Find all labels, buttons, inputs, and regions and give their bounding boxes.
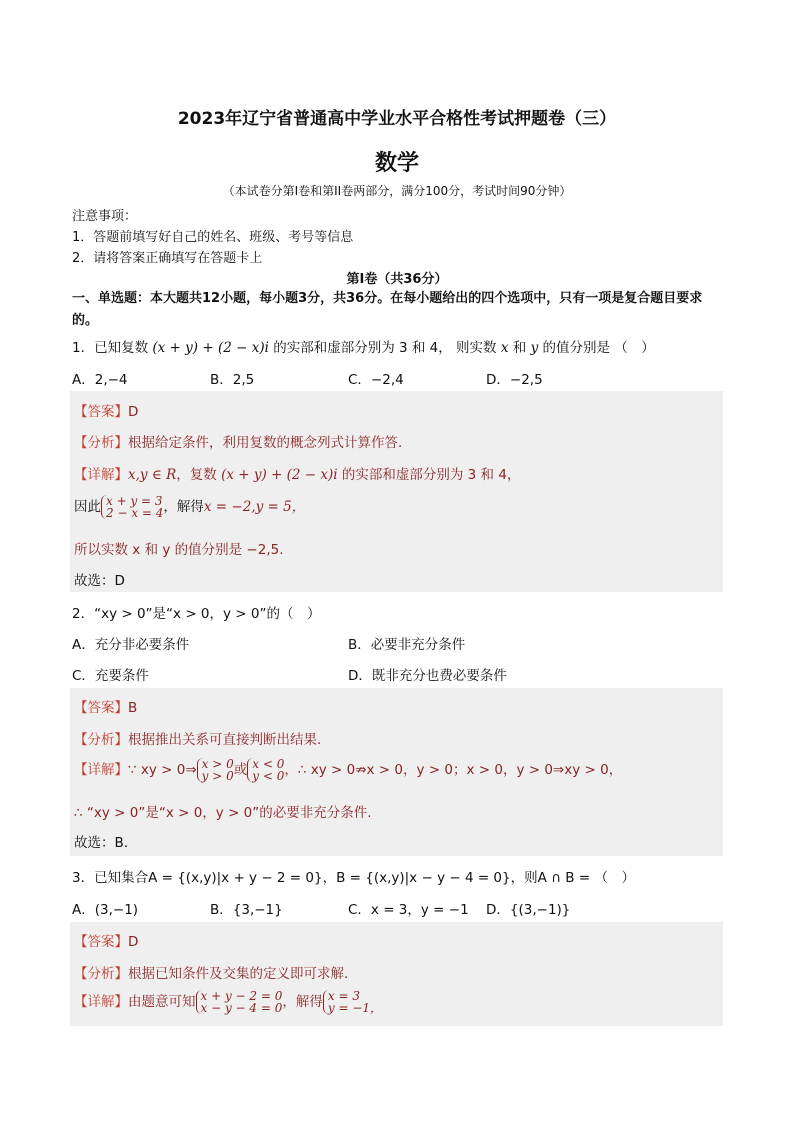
exam-intro: （本试卷分第I卷和第II卷两部分，满分100分，考试时间90分钟） — [222, 184, 572, 198]
question-1-analysis: 【分析】根据给定条件，利用复数的概念列式计算作答. — [74, 435, 403, 451]
question-2-detail: 【详解】∵ xy > 0⇒ x > 0 y > 0或 x < 0 y < 0，∴ xy > 0⇏x > 0，y > 0；x > 0，y > 0⇒xy > 0， — [74, 757, 623, 783]
question-2-result: ∴ “xy > 0”是“x > 0，y > 0”的必要非充分条件. — [74, 805, 372, 821]
question-3-detail: 【详解】由题意可知 x + y − 2 = 0 x − y − 4 = 0，解得 x = 3 y = −1， — [74, 989, 383, 1015]
question-3-stem: 3．已知集合A = {(x,y)|x + y − 2 = 0}，B = {(x,y)|x − y − 4 = 0}，则A ∩ B = （ ） — [72, 870, 635, 886]
question-2-option-a: A．充分非必要条件 — [72, 637, 190, 653]
question-1-option-a: A．2,−4 — [72, 372, 128, 388]
notes-item-1: 1．答题前填写好自己的姓名、班级、考号等信息 — [72, 230, 354, 245]
section-instruction: 一、单选题：本大题共12小题，每小题3分，共36分。在每小题给出的四个选项中，只有一项是复合题目要求的。 — [72, 291, 703, 328]
question-3-option-a: A．(3,−1) — [72, 902, 139, 918]
question-1-conclusion: 故选：D — [74, 573, 125, 589]
question-1-stem: 1．已知复数 (x + y) + (2 − x)i 的实部和虚部分别为 3 和 4， 则实数 x 和 y 的值分别是 （ ） — [72, 340, 655, 356]
question-3-analysis: 【分析】根据已知条件及交集的定义即可求解. — [74, 966, 349, 982]
subject-title: 数学 — [374, 151, 419, 176]
notes-heading: 注意事项： — [72, 209, 138, 224]
question-1-option-c: C．−2,4 — [348, 372, 404, 388]
question-3-option-c: C．x = 3，y = −1 — [348, 902, 469, 918]
question-2-solution-box — [70, 688, 723, 856]
exam-title: 2023年辽宁省普通高中学业水平合格性考试押题卷（三） — [177, 109, 617, 129]
question-3-option-b: B．{3,−1} — [210, 902, 283, 918]
question-2-option-b: B．必要非充分条件 — [348, 637, 466, 653]
question-1-result: 所以实数 x 和 y 的值分别是 −2,5. — [74, 542, 284, 558]
section-heading: 第I卷（共36分） — [346, 272, 448, 287]
question-2-option-c: C．充要条件 — [72, 668, 149, 684]
question-1-answer: 【答案】D — [74, 404, 139, 420]
question-1-option-b: B．2,5 — [210, 372, 255, 388]
question-1-system: 因此 x + y = 3 2 − x = 4，解得x = −2,y = 5， — [74, 494, 306, 520]
question-2-stem: 2．“xy > 0”是“x > 0，y > 0”的（ ） — [72, 606, 321, 622]
question-3-option-d: D．{(3,−1)} — [486, 902, 571, 918]
question-2-option-d: D．既非充分也费必要条件 — [348, 668, 507, 684]
notes-item-2: 2．请将答案正确填写在答题卡上 — [72, 251, 263, 266]
question-2-conclusion: 故选：B. — [74, 835, 129, 851]
question-3-answer: 【答案】D — [74, 934, 139, 950]
question-1-option-d: D．−2,5 — [486, 372, 543, 388]
question-1-detail: 【详解】x,y ∈ R，复数 (x + y) + (2 − x)i 的实部和虚部分别为 3 和 4， — [74, 467, 521, 483]
question-3-solution-box — [70, 922, 723, 1026]
question-1-solution-box — [70, 391, 723, 592]
question-2-answer: 【答案】B — [74, 700, 138, 716]
question-2-analysis: 【分析】根据推出关系可直接判断出结果. — [74, 732, 322, 748]
